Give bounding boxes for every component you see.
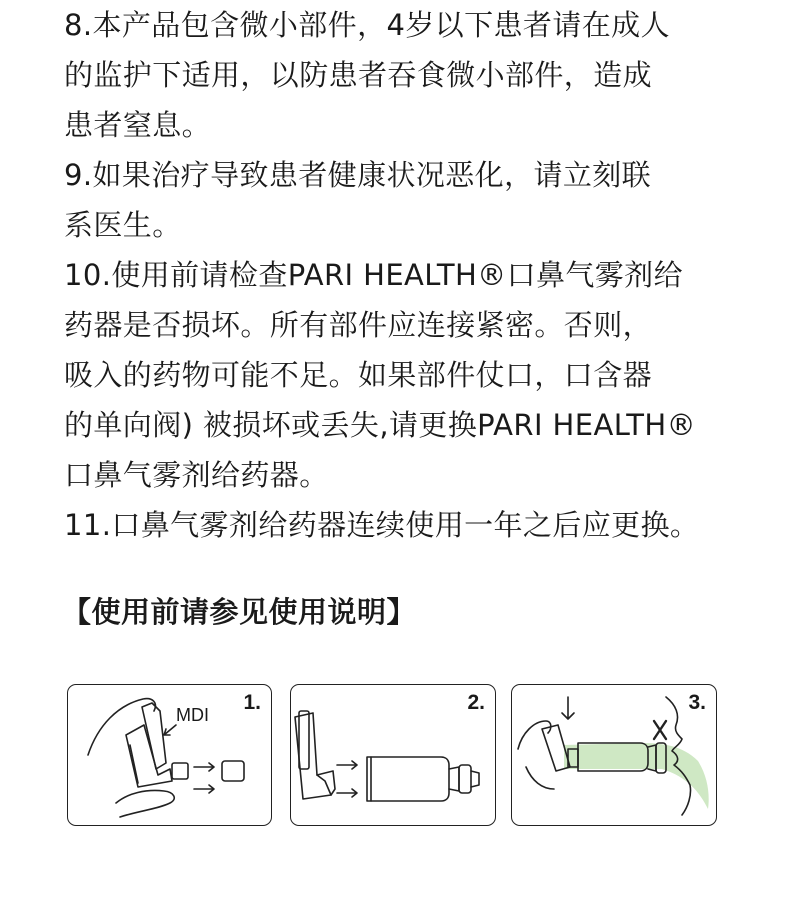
inhale-through-spacer-icon	[512, 685, 717, 826]
insert-mdi-into-spacer-icon	[291, 685, 496, 826]
mdi-label: MDI	[176, 705, 209, 725]
note-line: 8.本产品包含微小部件，4岁以下患者请在成人	[64, 8, 670, 42]
note-line: 的单向阀) 被损坏或丢失,请更换PARI HEALTH®	[64, 408, 696, 442]
step-number: 1.	[243, 691, 261, 714]
note-line: 11.口鼻气雾剂给药器连续使用一年之后应更换。	[64, 508, 700, 542]
note-line: 药器是否损坏。所有部件应连接紧密。否则，	[64, 308, 653, 342]
note-line: 的监护下适用，以防患者吞食微小部件，造成	[64, 58, 653, 92]
note-line: 10.使用前请检查PARI HEALTH®口鼻气雾剂给	[64, 258, 683, 292]
step-number: 3.	[688, 691, 706, 714]
section-title: 【使用前请参见使用说明】	[62, 595, 417, 629]
step-3-panel	[511, 684, 717, 826]
note-line: 患者窒息。	[64, 108, 212, 142]
step-2-panel	[290, 684, 496, 826]
mdi-remove-cap-icon	[68, 685, 272, 826]
note-line: 9.如果治疗导致患者健康状况恶化，请立刻联	[64, 158, 652, 192]
note-line: 系医生。	[64, 208, 182, 242]
step-1-panel	[67, 684, 272, 826]
step-number: 2.	[467, 691, 485, 714]
note-line: 吸入的药物可能不足。如果部件仗口，口含器	[64, 358, 653, 392]
precautions-list	[64, 0, 764, 550]
note-line: 口鼻气雾剂给药器。	[64, 458, 329, 492]
